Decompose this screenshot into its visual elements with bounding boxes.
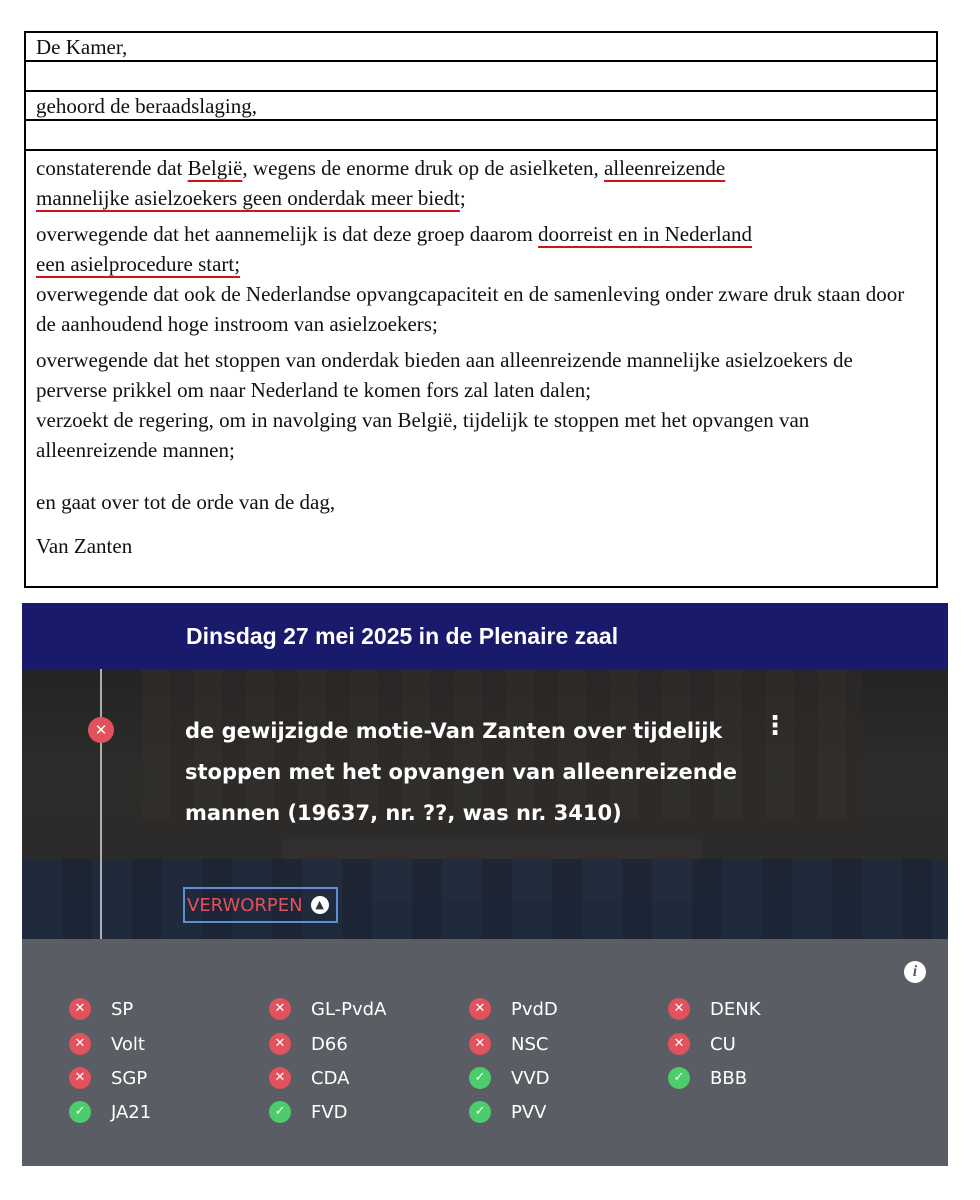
cross-icon: ✕ (668, 998, 690, 1020)
party-vote-sp (69, 996, 133, 1022)
check-icon: ✓ (269, 1101, 291, 1123)
motion-paragraph-verzoekt: verzoekt de regering, om in navolging van België, tijdelijk te stoppen met het opvangen van alleenreizende mannen; (36, 408, 810, 462)
cross-icon: ✕ (269, 1067, 291, 1089)
party-vote-cu (668, 1031, 736, 1057)
party-vote-sgp (69, 1065, 147, 1091)
rejected-icon: ✕ (88, 717, 114, 743)
motion-heard-line: gehoord de beraadslaging, (26, 92, 936, 121)
check-icon: ✓ (69, 1101, 91, 1123)
party-name: SGP (111, 1067, 148, 1089)
text-segment: ; (459, 186, 466, 210)
motion-paragraph-overwegende-3: overwegende dat het stoppen van onderdak bieden aan alleenreizende mannelijke asielzoekers de perverse prikkel om naar Nederland te komen fors zal laten dalen; (36, 348, 853, 402)
motion-signature: Van Zanten (36, 534, 133, 558)
motion-document (24, 31, 938, 588)
vote-date-text: Dinsdag 27 mei 2025 in de Plenaire zaal (186, 622, 619, 649)
party-name: DENK (710, 998, 761, 1020)
cross-icon: ✕ (269, 1033, 291, 1055)
underlined-segment: mannelijke asielzoekers geen onderdak meer biedt (36, 186, 460, 210)
party-name: PVV (511, 1101, 547, 1123)
party-vote-d66 (269, 1031, 348, 1057)
blank-row (26, 62, 936, 92)
cross-icon: ✕ (69, 1033, 91, 1055)
party-name: SP (111, 998, 134, 1020)
cross-icon: ✕ (269, 998, 291, 1020)
motion-hero (22, 669, 948, 939)
party-name: PvdD (511, 998, 558, 1020)
vote-result-panel (22, 603, 948, 1166)
text-segment: overwegende dat het aannemelijk is dat deze groep daarom (36, 222, 539, 246)
cross-icon: ✕ (69, 1067, 91, 1089)
cross-icon: ✕ (69, 998, 91, 1020)
party-vote-vvd (469, 1065, 550, 1091)
party-name: FVD (311, 1101, 348, 1123)
check-icon: ✓ (668, 1067, 690, 1089)
underlined-segment: een asielprocedure start; (36, 252, 241, 276)
cross-icon: ✕ (469, 998, 491, 1020)
party-name: NSC (511, 1033, 549, 1055)
party-vote-volt (69, 1031, 145, 1057)
motion-body (26, 151, 936, 561)
motion-header: De Kamer, (26, 33, 936, 62)
timeline-line (100, 669, 102, 939)
result-label: VERWORPEN (187, 894, 303, 916)
party-name: Volt (111, 1033, 145, 1055)
motion-closing: en gaat over tot de orde van de dag, (36, 490, 336, 514)
party-vote-bbb (668, 1065, 747, 1091)
motion-title: de gewijzigde motie-Van Zanten over tijdelijk stoppen met het opvangen van alleenreizende mannen (19637, nr. ??, was nr. 3410) (185, 719, 737, 825)
party-vote-nsc (469, 1031, 548, 1057)
cross-icon: ✕ (668, 1033, 690, 1055)
more-options-icon[interactable]: ⋮ (762, 711, 788, 741)
underlined-segment: alleenreizende (603, 156, 726, 180)
party-name: BBB (710, 1067, 748, 1089)
check-icon: ✓ (469, 1101, 491, 1123)
party-vote-denk (668, 996, 761, 1022)
underlined-segment: België (187, 156, 243, 180)
party-vote-gl-pvda (269, 996, 386, 1022)
underlined-segment: doorreist en in Nederland (538, 222, 753, 246)
party-vote-fvd (269, 1099, 348, 1125)
party-name: JA21 (111, 1101, 152, 1123)
party-vote-cda (269, 1065, 349, 1091)
motion-paragraph-overwegende-2: overwegende dat ook de Nederlandse opvangcapaciteit en de samenleving onder zware druk staan door de aanhoudend hoge instroom van asielzoekers; (36, 282, 905, 336)
motion-paragraph-overwegende-1 (36, 219, 926, 279)
party-name: VVD (511, 1067, 550, 1089)
text-segment: constaterende dat (36, 156, 188, 180)
chevron-up-icon: ▲ (311, 896, 329, 914)
party-name: CDA (311, 1067, 350, 1089)
party-vote-pvv (469, 1099, 546, 1125)
party-name: GL-PvdA (311, 998, 387, 1020)
result-toggle-button[interactable] (183, 887, 338, 923)
text-segment: , wegens de enorme druk op de asielketen, (242, 156, 604, 180)
info-icon[interactable]: i (904, 961, 926, 983)
party-name: D66 (311, 1033, 348, 1055)
check-icon: ✓ (469, 1067, 491, 1089)
party-votes (22, 939, 948, 1166)
blank-row (26, 121, 936, 151)
cross-icon: ✕ (469, 1033, 491, 1055)
party-name: CU (710, 1033, 736, 1055)
party-vote-pvdd (469, 996, 558, 1022)
motion-paragraph-constaterende (36, 153, 926, 213)
vote-date-header (22, 603, 948, 669)
party-vote-ja21 (69, 1099, 151, 1125)
